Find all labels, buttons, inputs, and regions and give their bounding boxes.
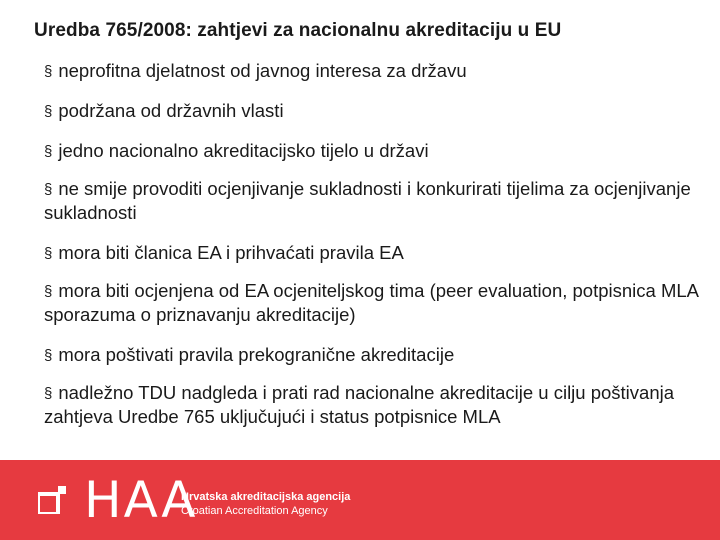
bullet-text: jedno nacionalno akreditacijsko tijelo u državi: [58, 140, 429, 161]
bullet-text: mora poštivati pravila prekogranične akreditacije: [58, 344, 455, 365]
bullet-item: [44, 280, 704, 326]
bullet-text: mora biti članica EA i prihvaćati pravila EA: [58, 242, 404, 263]
bullet-marker-icon: §: [44, 347, 53, 364]
org-name-croatian: Hrvatska akreditacijska agencija: [181, 491, 351, 503]
bullet-marker-icon: §: [44, 181, 53, 198]
bullet-item: [44, 242, 704, 266]
org-name-english: Croatian Accreditation Agency: [181, 505, 328, 517]
bullet-item: [44, 178, 704, 224]
bullet-marker-icon: §: [44, 63, 53, 80]
bullet-marker-icon: §: [44, 385, 53, 402]
bullet-text: mora biti ocjenjena od EA ocjeniteljskog tima (peer evaluation, potpisnica MLA sporazuma o priznavanju akreditacije): [44, 280, 698, 325]
bullet-item: [44, 60, 704, 84]
bullet-item: [44, 344, 704, 368]
bullet-marker-icon: §: [44, 143, 53, 160]
footer-bar: [0, 460, 720, 540]
bullet-text: neprofitna djelatnost od javnog interesa za državu: [58, 60, 467, 81]
bullet-text: podržana od državnih vlasti: [58, 100, 284, 121]
bullet-item: [44, 100, 704, 124]
slide-title: Uredba 765/2008: zahtjevi za nacionalnu akreditaciju u EU: [34, 20, 562, 41]
haa-square-logo-icon: [38, 486, 66, 514]
logo-wordmark: HAA: [84, 471, 198, 529]
bullet-marker-icon: §: [44, 283, 53, 300]
bullet-marker-icon: §: [44, 103, 53, 120]
bullet-item: [44, 382, 704, 428]
bullet-item: [44, 140, 704, 164]
bullet-text: ne smije provoditi ocjenjivanje sukladnosti i konkurirati tijelima za ocjenjivanje sukladnosti: [44, 178, 691, 223]
bullet-marker-icon: §: [44, 245, 53, 262]
bullet-text: nadležno TDU nadgleda i prati rad nacionalne akreditacije u cilju poštivanja zahtjeva Uredbe 765 uključujući i status potpisnice MLA: [44, 382, 675, 427]
